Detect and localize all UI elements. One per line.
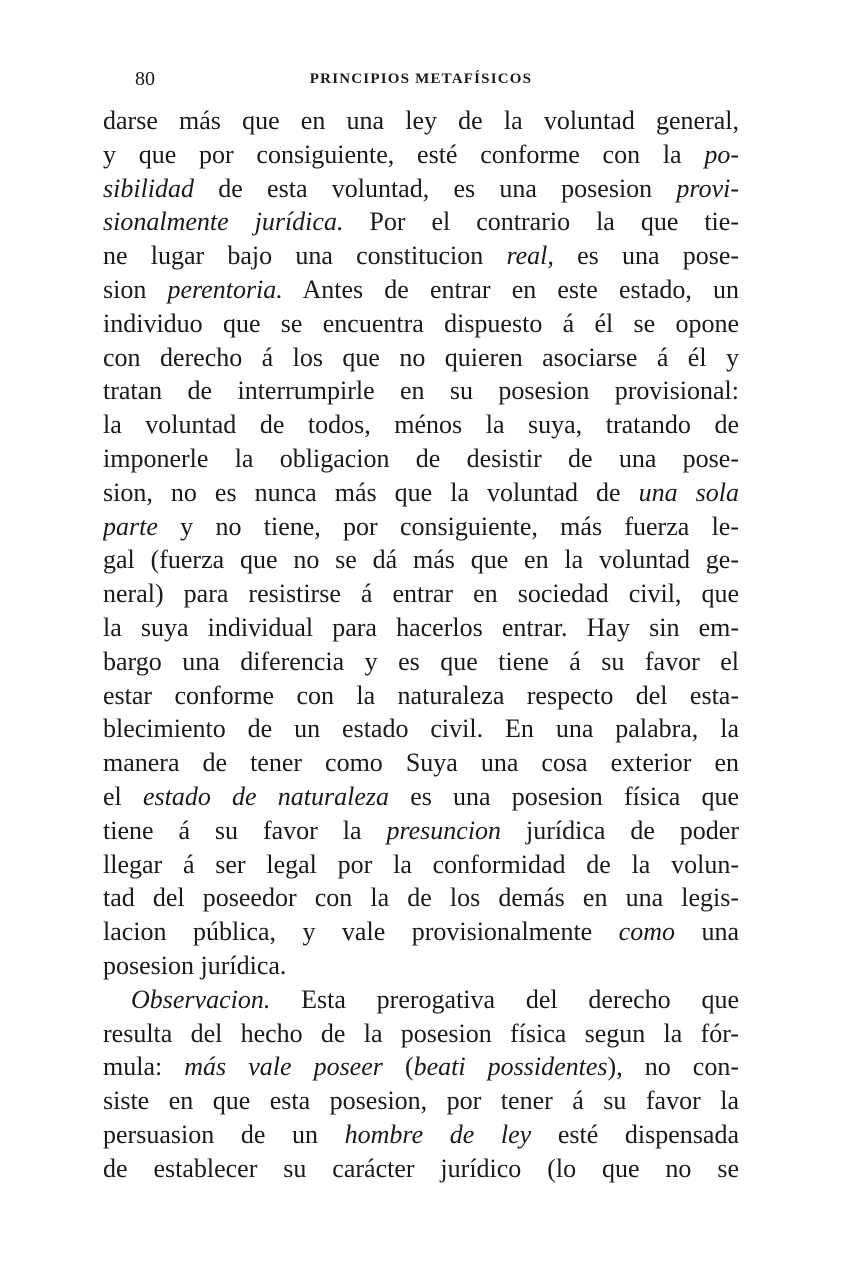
text-run: y no tiene, por consiguiente, más fuerza le- bbox=[157, 511, 739, 541]
text-line bbox=[103, 205, 739, 239]
text-line bbox=[103, 172, 739, 206]
text-line bbox=[103, 814, 739, 848]
italic-run: Observacion. bbox=[131, 984, 271, 1014]
text-line bbox=[103, 442, 739, 476]
text-line bbox=[103, 104, 739, 138]
text-run: la voluntad de todos, ménos la suya, tratando de bbox=[103, 410, 739, 440]
running-title: PRINCIPIOS METAFÍSICOS bbox=[309, 71, 533, 87]
text-line bbox=[103, 712, 739, 746]
text-run: llegar á ser legal por la conformidad de la volun- bbox=[103, 849, 739, 879]
text-run: tiene á su favor la bbox=[103, 815, 387, 845]
text-run: persuasion de un bbox=[103, 1119, 345, 1149]
text-run: una bbox=[675, 917, 739, 947]
text-run: imponerle la obligacion de desistir de una pose- bbox=[103, 443, 739, 473]
italic-run: sionalmente jurídica. bbox=[103, 207, 344, 237]
page-header bbox=[103, 64, 739, 94]
text-run: mula: bbox=[103, 1052, 185, 1082]
italic-run: real, bbox=[506, 241, 554, 271]
text-run: es una pose- bbox=[553, 241, 739, 271]
text-run: darse más que en una ley de la voluntad general, bbox=[103, 106, 739, 135]
text-line bbox=[103, 1118, 739, 1152]
italic-run: po- bbox=[704, 139, 739, 169]
text-run: ne lugar bajo una constitucion bbox=[103, 241, 507, 271]
italic-run: perentoria. bbox=[167, 274, 283, 304]
body-text bbox=[103, 104, 739, 1186]
italic-run: beati possidentes bbox=[413, 1052, 608, 1082]
text-line bbox=[103, 679, 739, 713]
italic-run: sibilidad bbox=[103, 173, 195, 203]
text-run: individuo que se encuentra dispuesto á él se opone bbox=[103, 308, 739, 338]
text-run: Esta prerogativa del derecho que bbox=[270, 984, 739, 1014]
text-run: Antes de entrar en este estado, un bbox=[282, 274, 739, 304]
text-line bbox=[103, 780, 739, 814]
text-line bbox=[103, 307, 739, 341]
text-line bbox=[103, 577, 739, 611]
text-run: estar conforme con la naturaleza respecto del esta- bbox=[103, 680, 739, 710]
text-run: blecimiento de un estado civil. En una palabra, la bbox=[103, 714, 739, 744]
italic-run: más vale poseer bbox=[184, 1052, 383, 1082]
text-run: es una posesion física que bbox=[389, 781, 739, 811]
text-line bbox=[103, 949, 739, 983]
text-run: Por el contrario la que tie- bbox=[343, 207, 739, 237]
text-run: de esta voluntad, es una posesion bbox=[194, 173, 677, 203]
text-line bbox=[103, 510, 739, 544]
text-run: ), no con- bbox=[607, 1052, 739, 1082]
text-line bbox=[103, 881, 739, 915]
text-run: manera de tener como Suya una cosa exterior en bbox=[103, 748, 739, 778]
text-line bbox=[103, 273, 739, 307]
italic-run: una sola bbox=[638, 477, 739, 507]
text-line bbox=[103, 1050, 739, 1084]
text-run: y que por consiguiente, esté conforme con la bbox=[103, 139, 705, 169]
text-run: lacion pública, y vale provisionalmente bbox=[103, 917, 619, 947]
text-line bbox=[103, 1152, 739, 1186]
text-run: jurídica de poder bbox=[501, 815, 739, 845]
text-line bbox=[103, 374, 739, 408]
text-line bbox=[103, 543, 739, 577]
text-run: posesion jurídica. bbox=[103, 950, 287, 980]
text-run: con derecho á los que no quieren asociarse á él y bbox=[103, 342, 739, 372]
text-run: el bbox=[103, 781, 143, 811]
text-run: ( bbox=[382, 1052, 414, 1082]
text-run: la suya individual para hacerlos entrar. Hay sin em- bbox=[103, 612, 739, 642]
text-line bbox=[103, 408, 739, 442]
text-line bbox=[103, 138, 739, 172]
text-line bbox=[103, 645, 739, 679]
text-line bbox=[103, 1084, 739, 1118]
text-line bbox=[103, 746, 739, 780]
text-run: gal (fuerza que no se dá más que en la voluntad ge- bbox=[103, 545, 739, 575]
text-line bbox=[103, 239, 739, 273]
text-run: siste en que esta posesion, por tener á su favor la bbox=[103, 1086, 739, 1116]
page-number: 80 bbox=[135, 68, 155, 90]
text-run: sion bbox=[103, 274, 168, 304]
italic-run: parte bbox=[103, 511, 158, 541]
italic-run: como bbox=[618, 917, 675, 947]
text-line bbox=[103, 848, 739, 882]
text-run: tad del poseedor con la de los demás en una legis- bbox=[103, 883, 739, 913]
text-run: resulta del hecho de la posesion física segun la fór- bbox=[103, 1018, 739, 1048]
text-run: sion, no es nunca más que la voluntad de bbox=[103, 477, 639, 507]
text-run: esté dispensada bbox=[531, 1119, 739, 1149]
text-line bbox=[103, 983, 739, 1017]
text-run: bargo una diferencia y es que tiene á su favor el bbox=[103, 646, 739, 676]
text-line bbox=[103, 341, 739, 375]
text-line bbox=[103, 915, 739, 949]
text-line bbox=[103, 611, 739, 645]
text-run: de establecer su carácter jurídico (lo que no se bbox=[103, 1153, 739, 1183]
italic-run: presuncion bbox=[386, 815, 502, 845]
text-run: neral) para resistirse á entrar en sociedad civil, que bbox=[103, 579, 739, 609]
italic-run: provi- bbox=[676, 173, 739, 203]
text-line bbox=[103, 476, 739, 510]
text-line bbox=[103, 1017, 739, 1051]
text-run: tratan de interrumpirle en su posesion provisional: bbox=[103, 376, 739, 406]
italic-run: hombre de ley bbox=[344, 1119, 532, 1149]
italic-run: estado de naturaleza bbox=[142, 781, 389, 811]
